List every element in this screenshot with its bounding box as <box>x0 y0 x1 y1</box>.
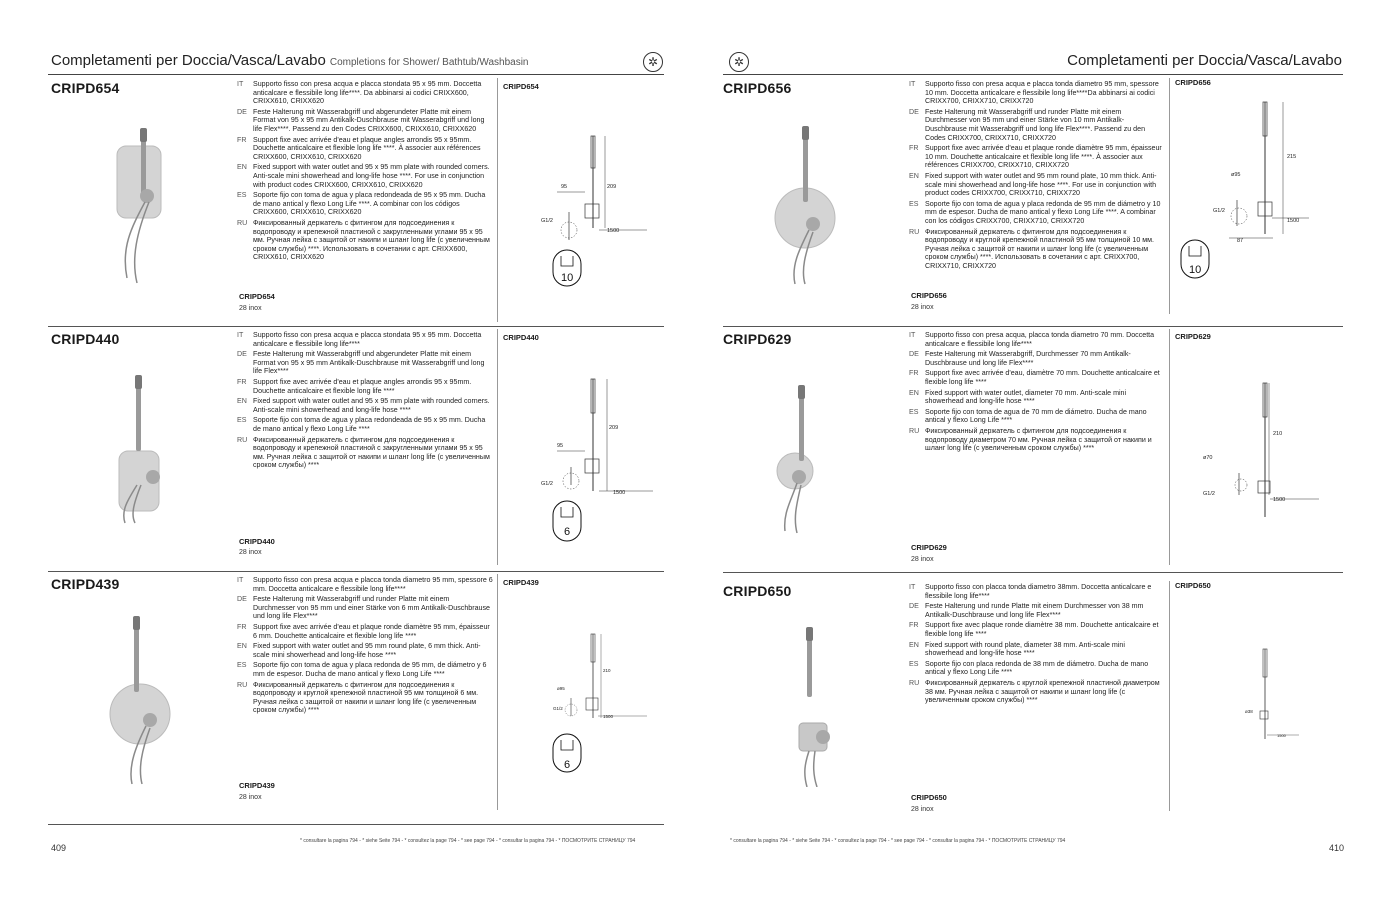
diagram-code: CRIPD440 <box>503 333 539 342</box>
product-code: CRIPD439 <box>51 576 120 592</box>
brand-logo-icon: ✲ <box>729 52 749 72</box>
desc-es: ES Soporte fijo con toma de agua y placa redonda de 95 mm, de diámetro y 6 mm de espesor. Ducha de mano antical y flexo Long Life **** <box>237 661 487 678</box>
svg-text:6: 6 <box>564 759 571 771</box>
diagram-code: CRIPD439 <box>503 578 539 587</box>
svg-text:G1/2: G1/2 <box>541 481 553 487</box>
product-cripd654 <box>51 76 664 322</box>
description-list <box>909 331 1165 455</box>
diagram-code: CRIPD654 <box>503 82 539 91</box>
desc-it: IT Supporto fisso con presa acqua e placca tonda diametro 95 mm, spessore 6 mm. Doccetta anticalcare e flessibile long life**** <box>237 576 493 593</box>
technical-drawing <box>497 92 663 288</box>
desc-en: EN Fixed support with water outlet and 95 x 95 mm plate with rounded corners. Anti-scale mini showerhead and long-life hose ****. For use in conjunction with product codes CRIXX600, CRIXX610, CRIXX620 <box>237 163 490 189</box>
finish-code: 28 inox <box>239 794 262 801</box>
svg-text:209: 209 <box>607 184 617 190</box>
desc-ru: RU Фиксированный держатель с фитингом для подсоединения к водопроводу и крепежной пластиной с закругленными углами 95 x 95 мм. Ручная лейка с защитой от накипи и шланг long life (с увеличенным сроком службы) ****. Использовать в сочетании с арт. CRIXX600, CRIXX610, CRIXX620 <box>237 218 490 262</box>
footnote: * consultare la pagina 794 - * siehe Seite 794 - * consultez la page 794 - * see page 794 - * consultar la pagina 794 - * ПОСМОТРИТЕ СТРАНИЦУ 794 <box>730 838 1066 844</box>
technical-drawing <box>1169 377 1339 527</box>
product-cripd629 <box>723 327 1343 573</box>
technical-drawing <box>1169 94 1339 284</box>
desc-fr: FR Support fixe avec arrivée d'eau et plaque ronde diamètre 95 mm, épaisseur 10 mm. Douchette anticalcaire et flexible long life ****. À associer aux références CRIXX700, CRIXX710, CRIXX720 <box>909 144 1162 170</box>
desc-de: DE Feste Halterung und runde Platte mit einem Durchmesser von 38 mm Antikalk-Duschbrause und long life Flex**** <box>909 602 1144 619</box>
desc-de: DE Feste Halterung mit Wasserabgriff, Durchmesser 70 mm Antikalk-Duschbrause und long life Flex**** <box>909 350 1131 367</box>
svg-text:1500: 1500 <box>613 490 626 496</box>
svg-text:95: 95 <box>557 443 564 449</box>
desc-it: IT Supporto fisso con presa acqua e placca stondata 95 x 95 mm. Doccetta anticalcare e flessibile long life**** <box>237 331 482 348</box>
page-header <box>1067 52 1342 70</box>
desc-en: EN Fixed support with round plate, diameter 38 mm. Anti-scale mini showerhead and long-life hose **** <box>909 640 1125 658</box>
description-list <box>909 583 1165 707</box>
description-list <box>237 331 493 472</box>
svg-text:215: 215 <box>1287 154 1297 160</box>
product-code: CRIPD629 <box>723 331 792 347</box>
product-photo <box>111 375 171 525</box>
desc-ru: RU Фиксированный держатель с круглой крепежной пластиной диаметром 38 мм. Ручная лейка с защитой от накипи и шланг long life (с увеличенным сроком службы) **** <box>909 678 1160 705</box>
diagram-code: CRIPD650 <box>1175 581 1211 590</box>
section-rule <box>48 824 664 825</box>
technical-drawing <box>1169 639 1339 769</box>
svg-text:G1/2: G1/2 <box>553 706 563 711</box>
desc-en: EN Fixed support with water outlet, diameter 70 mm. Anti-scale mini showerhead and long-life hose **** <box>909 388 1127 406</box>
product-photo <box>769 126 841 286</box>
svg-text:209: 209 <box>609 425 619 431</box>
section-rule <box>723 572 1343 573</box>
page-header <box>51 52 529 70</box>
product-cripd440 <box>51 327 664 573</box>
footnote: * consultare la pagina 794 - * siehe Seite 794 - * consultez la page 794 - * see page 794 - * consultar la pagina 794 - * ПОСМОТРИТЕ СТРАНИЦУ 794 <box>300 838 636 844</box>
bottom-code: CRIPD650 <box>911 793 947 802</box>
right-page <box>697 0 1394 900</box>
product-cripd439 <box>51 572 664 818</box>
page-number: 409 <box>51 843 67 853</box>
svg-text:87: 87 <box>1237 238 1244 244</box>
header-rule <box>723 74 1343 75</box>
svg-text:10: 10 <box>561 272 574 284</box>
desc-en: EN Fixed support with water outlet and 95 mm round plate, 6 mm thick. Anti-scale mini showerhead and long-life hose **** <box>237 642 481 659</box>
desc-fr: FR Support fixe avec arrivée d'eau, diamètre 70 mm. Douchette anticalcaire et flexible long life **** <box>909 369 1160 386</box>
finish-code: 28 inox <box>239 305 262 312</box>
svg-text:ø95: ø95 <box>1231 172 1241 178</box>
desc-it: IT Supporto fisso con presa acqua e placca stondata 95 x 95 mm. Doccetta anticalcare e flessibile long life****. Da abbinarsi ai codici CRIXX600, CRIXX610, CRIXX620 <box>237 80 482 106</box>
description-list <box>237 80 493 264</box>
product-photo <box>779 627 851 787</box>
desc-de: DE Feste Halterung mit Wasserabgriff und abgerundeter Platte mit einem Format von 95 x 95 mm Antikalk-Duschbrause mit Wasserabgriff und long life Flex****. Passend zu den Codes CRIXX600, CRIXX610, CRIXX620 <box>237 107 485 133</box>
svg-text:ø38: ø38 <box>1245 709 1253 714</box>
description-list <box>909 80 1165 272</box>
product-code: CRIPD440 <box>51 331 120 347</box>
desc-fr: FR Support fixe avec arrivée d'eau et plaque ronde diamètre 95 mm, épaisseur 6 mm. Douchette anticalcaire et flexible long life **** <box>237 622 490 640</box>
header-title: Completamenti per Doccia/Vasca/Lavabo <box>1067 52 1342 69</box>
svg-text:ø95: ø95 <box>557 686 565 691</box>
desc-de: DE Feste Halterung mit Wasserabgriff und abgerundeter Platte mit einem Format von 95 x 95 mm Antikalk-Duschbrause mit Wasserabgriff und long life Flex**** <box>237 350 485 376</box>
desc-de: DE Feste Halterung mit Wasserabgriff und runder Platte mit einem Durchmesser von 95 mm und einer Stärke von 10 mm Antikalk-Duschbrause mit Wasserabgriff und long life Flex****. Passend zu den Codes CRIXX700, CRIXX710, CRIXX720 <box>909 107 1146 142</box>
finish-code: 28 inox <box>911 556 934 563</box>
svg-text:210: 210 <box>1273 431 1283 437</box>
svg-text:ø70: ø70 <box>1203 455 1213 461</box>
desc-it: IT Supporto fisso con presa acqua e placca tonda diametro 95 mm, spessore 10 mm. Doccetta anticalcare e flessibile long life****Da abbinarsi ai codici CRIXX700, CRIXX710, CRIXX720 <box>909 80 1159 106</box>
desc-ru: RU Фиксированный держатель с фитингом для подсоединения к водопроводу и круглой крепежной пластиной 95 мм толщиной 10 мм. Ручная лейка с защитой от накипи и шланг long life (с увеличенным сроком службы) ****. Использовать в сочетании с арт. CRIXX700, CRIXX710, CRIXX720 <box>909 227 1154 270</box>
desc-es: ES Soporte fijo con placa redonda de 38 mm de diámetro. Ducha de mano antical y flexo Long Life **** <box>909 659 1149 677</box>
desc-it: IT Supporto fisso con placca tonda diametro 38mm. Doccetta anticalcare e flessibile long life**** <box>909 583 1152 600</box>
page-number: 410 <box>1328 843 1344 853</box>
svg-text:1500: 1500 <box>607 228 620 234</box>
desc-fr: FR Support fixe avec arrivée d'eau et plaque angles arrondis 95 x 95mm. Douchette anticalcaire et flexible long life **** <box>237 377 472 395</box>
diagram-code: CRIPD629 <box>1175 332 1211 341</box>
bottom-code: CRIPD629 <box>911 543 947 552</box>
desc-fr: FR Support fixe avec plaque ronde diamètre 38 mm. Douchette anticalcaire et flexible long life **** <box>909 621 1159 638</box>
header-rule <box>48 74 664 75</box>
bottom-code: CRIPD440 <box>239 537 275 546</box>
desc-it: IT Supporto fisso con presa acqua, placca tonda diametro 70 mm. Doccetta anticalcare e flessibile long life**** <box>909 331 1155 348</box>
svg-text:6: 6 <box>564 526 571 538</box>
svg-text:95: 95 <box>561 184 568 190</box>
description-list <box>237 576 493 717</box>
finish-code: 28 inox <box>911 806 934 813</box>
desc-de: DE Feste Halterung mit Wasserabgriff und runder Platte mit einem Durchmesser von 95 mm und einer Stärke von 6 mm Antikalk-Duschbrause und long life Flex**** <box>237 595 490 621</box>
svg-text:210: 210 <box>603 668 611 673</box>
bottom-code: CRIPD439 <box>239 781 275 790</box>
product-code: CRIPD650 <box>723 583 792 599</box>
desc-fr: FR Support fixe avec arrivée d'eau et plaque angles arrondis 95 x 95mm. Douchette anticalcaire et flexible long life ****. À associer aux références CRIXX600, CRIXX610, CRIXX620 <box>237 135 481 161</box>
svg-text:10: 10 <box>1189 264 1202 276</box>
desc-es: ES Soporte fijo con toma de agua y placa redondeada de 95 x 95 mm. Ducha de mano antical y flexo Long Life **** <box>237 416 486 433</box>
bottom-code: CRIPD654 <box>239 292 275 301</box>
desc-es: ES Soporte fijo con toma de agua y placa redonda de 95 mm de diámetro y 10 mm de espesor. Ducha de mano antical y flexo Long Life ****. A combinar con los códigos CRIXX700, CRIXX710, CRIXX720 <box>909 199 1161 225</box>
desc-ru: RU Фиксированный держатель с фитингом для подсоединения к водопроводу диаметром 70 мм. Ручная лейка с защитой от накипи и шланг long life (с увеличенным сроком службы) **** <box>909 426 1152 453</box>
technical-drawing <box>497 628 663 778</box>
svg-text:G1/2: G1/2 <box>541 218 553 224</box>
header-subtitle: Completions for Shower/ Bathtub/Washbasin <box>329 57 529 68</box>
desc-en: EN Fixed support with water outlet and 95 x 95 mm plate with rounded corners. Anti-scale mini showerhead and long-life hose **** <box>237 397 490 414</box>
desc-es: ES Soporte fijo con toma de agua y placa redondeada de 95 x 95 mm. Ducha de mano antical y flexo Long Life ****. A combinar con los códigos CRIXX600, CRIXX610, CRIXX620 <box>237 191 486 217</box>
product-photo <box>106 616 178 786</box>
desc-es: ES Soporte fijo con toma de agua de 70 mm de diámetro. Ducha de mano antical y flexo Long Life **** <box>909 407 1147 425</box>
svg-text:1500: 1500 <box>1287 218 1300 224</box>
diagram-code: CRIPD656 <box>1175 78 1211 87</box>
product-cripd650 <box>723 579 1343 825</box>
bottom-code: CRIPD656 <box>911 291 947 300</box>
product-photo <box>769 385 841 535</box>
product-code: CRIPD654 <box>51 80 120 96</box>
finish-code: 28 inox <box>911 304 934 311</box>
product-cripd656 <box>723 76 1343 322</box>
brand-logo-icon: ✲ <box>643 52 663 72</box>
svg-text:1500: 1500 <box>1277 733 1286 738</box>
header-title: Completamenti per Doccia/Vasca/Lavabo <box>51 52 326 69</box>
desc-en: EN Fixed support with water outlet and 95 mm round plate, 10 mm thick. Anti-scale mini showerhead and long-life hose ****. For use in conjunction with product codes CRIXX700, CRIXX710, CRIXX720 <box>909 171 1157 198</box>
product-photo <box>111 128 171 288</box>
svg-text:G1/2: G1/2 <box>1213 208 1225 214</box>
technical-drawing <box>497 367 663 547</box>
finish-code: 28 inox <box>239 549 262 556</box>
svg-text:G1/2: G1/2 <box>1203 491 1215 497</box>
svg-text:1500: 1500 <box>1273 497 1286 503</box>
svg-text:1500: 1500 <box>603 714 614 719</box>
desc-ru: RU Фиксированный держатель с фитингом для подсоединения к водопроводу и крепежной пластиной с закругленными углами 95 x 95 мм. Ручная лейка с защитой от накипи и шланг long life (с увеличенным сроком службы) **** <box>237 435 490 470</box>
desc-ru: RU Фиксированный держатель с фитингом для подсоединения к водопроводу и круглой крепежной пластиной 95 мм толщиной 6 мм. Ручная лейка с защитой от накипи и шланг long life (с увеличенным сроком службы) **** <box>237 680 479 715</box>
product-code: CRIPD656 <box>723 80 792 96</box>
